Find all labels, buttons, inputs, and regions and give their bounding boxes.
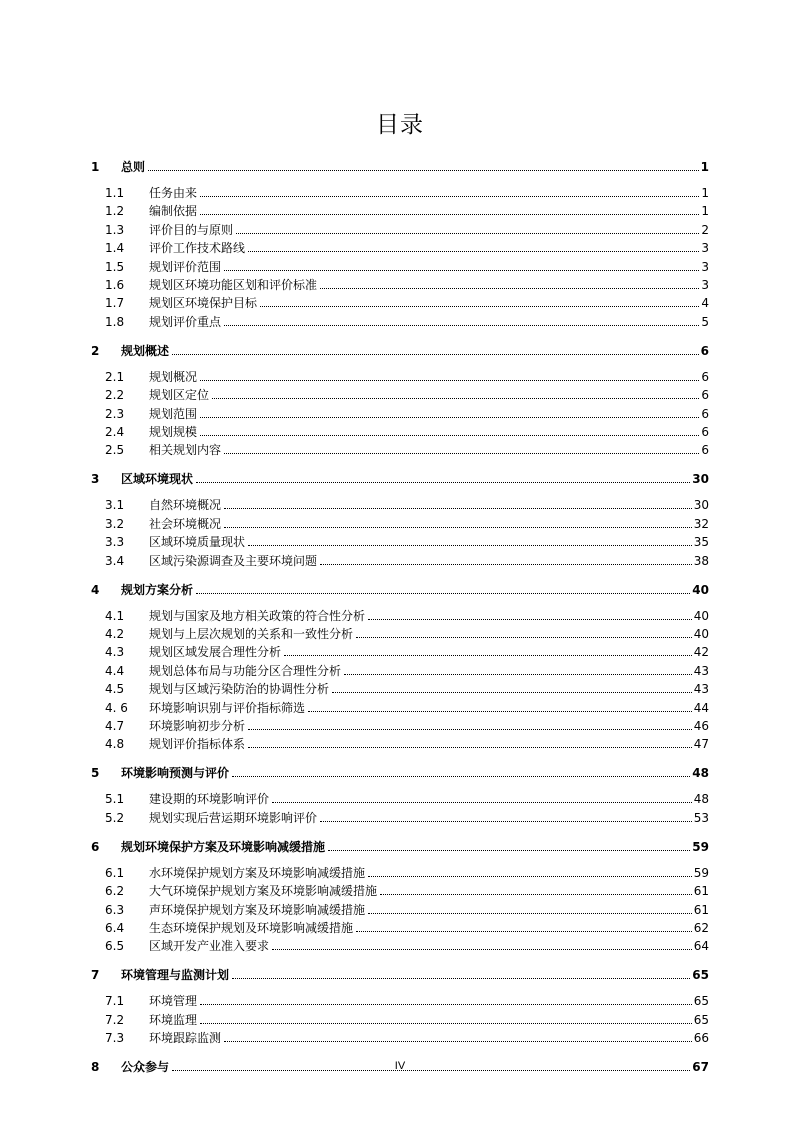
- toc-dot-leader: [356, 931, 692, 932]
- toc-section-row[interactable]: [91, 604, 709, 623]
- toc-section-row[interactable]: [91, 291, 709, 310]
- toc-dot-leader: [368, 913, 692, 914]
- toc-section-row[interactable]: [91, 732, 709, 751]
- toc-entry-number: 6.5: [105, 939, 125, 954]
- toc-dot-leader: [224, 325, 699, 326]
- toc-section-row[interactable]: [91, 787, 709, 806]
- toc-dot-leader: [248, 729, 692, 730]
- toc-entry-number: 3.1: [105, 498, 125, 513]
- toc-section-row[interactable]: [91, 181, 709, 200]
- toc-section-row[interactable]: [91, 438, 709, 457]
- toc-entry-number: 7: [91, 968, 100, 983]
- toc-entry-page: 67: [692, 1060, 709, 1075]
- toc-entry-page: 3: [701, 278, 709, 292]
- toc-entry-number: 6: [91, 839, 100, 854]
- toc-entry-page: 38: [693, 553, 709, 568]
- toc-chapter-row[interactable]: [91, 963, 709, 982]
- toc-chapter-row[interactable]: [91, 578, 709, 597]
- toc-dot-leader: [224, 508, 692, 509]
- toc-entry-number: 4. 6: [105, 700, 128, 715]
- toc-entry-label: 环境影响识别与评价指标筛选: [149, 700, 306, 715]
- toc-dot-leader: [368, 619, 692, 620]
- toc-section-row[interactable]: [91, 898, 709, 917]
- toc-entry-number: 5: [91, 766, 100, 781]
- toc-entry-number: 7.3: [105, 1031, 125, 1046]
- toc-dot-leader: [200, 1004, 692, 1005]
- toc-entry-number: 2.5: [105, 443, 125, 458]
- toc-entry-number: 1.8: [105, 314, 125, 329]
- toc-entry-label: 评价工作技术路线: [149, 241, 246, 256]
- toc-section-row[interactable]: [91, 677, 709, 696]
- toc-entry-page: 44: [693, 700, 709, 715]
- page-number-footer: IV: [394, 1060, 406, 1072]
- toc-dot-leader: [260, 306, 699, 307]
- toc-entry-page: 1: [701, 186, 709, 200]
- toc-entry-number: 6.3: [105, 902, 125, 917]
- toc-section-row[interactable]: [91, 1026, 709, 1045]
- toc-entry-number: 1.3: [105, 222, 125, 237]
- toc-dot-leader: [284, 655, 692, 656]
- toc-entry-label: 规划评价指标体系: [149, 737, 246, 752]
- toc-entry-page: 5: [701, 314, 709, 329]
- toc-section-row[interactable]: [91, 402, 709, 421]
- toc-entry-label: 公众参与: [121, 1060, 170, 1075]
- toc-section-row[interactable]: [91, 622, 709, 641]
- toc-entry-page: 1: [701, 204, 709, 219]
- toc-dot-leader: [232, 776, 690, 777]
- toc-section-row[interactable]: [91, 420, 709, 439]
- toc-dot-leader: [380, 894, 692, 895]
- toc-entry-page: 65: [693, 1012, 709, 1027]
- toc-entry-page: 2: [701, 222, 709, 237]
- toc-entry-label: 规划与国家及地方相关政策的符合性分析: [149, 608, 366, 623]
- toc-dot-leader: [320, 564, 692, 565]
- toc-entry-page: 3: [701, 241, 709, 256]
- toc-entry-label: 生态环境保护规划及环境影响减缓措施: [149, 921, 354, 935]
- toc-entry-number: 4.1: [105, 608, 125, 623]
- toc-entry-number: 1.5: [105, 259, 125, 274]
- toc-entry-page: 62: [693, 921, 709, 935]
- toc-entry-number: 5.2: [105, 810, 125, 825]
- toc-chapter-row[interactable]: [91, 155, 709, 174]
- toc-entry-page: 43: [693, 682, 709, 697]
- toc-section-row[interactable]: [91, 879, 709, 898]
- toc-entry-number: 6.4: [105, 921, 125, 935]
- toc-chapter-row[interactable]: [91, 467, 709, 486]
- toc-entry-number: 4.3: [105, 645, 125, 660]
- toc-entry-page: 4: [701, 296, 709, 311]
- toc-entry-number: 3.2: [105, 516, 125, 531]
- toc-entry-label: 规划区域发展合理性分析: [149, 645, 282, 660]
- toc-entry-number: 4.2: [105, 627, 125, 641]
- toc-entry-page: 65: [693, 994, 709, 1009]
- toc-entry-page: 6: [701, 406, 709, 421]
- toc-dot-leader: [200, 435, 699, 436]
- toc-dot-leader: [272, 802, 692, 803]
- toc-entry-page: 6: [701, 443, 709, 458]
- toc-section-row[interactable]: [91, 640, 709, 659]
- toc-entry-label: 声环境保护规划方案及环境影响减缓措施: [149, 902, 366, 917]
- toc-entry-label: 规划实现后营运期环境影响评价: [149, 810, 318, 825]
- toc-dot-leader: [356, 637, 692, 638]
- toc-entry-number: 3: [91, 472, 100, 487]
- toc-section-row[interactable]: [91, 659, 709, 678]
- toc-section-row[interactable]: [91, 383, 709, 402]
- toc-entry-number: 2.4: [105, 425, 125, 439]
- toc-entry-label: 规划方案分析: [121, 582, 194, 597]
- toc-entry-label: 规划评价范围: [149, 259, 222, 274]
- toc-dot-leader: [248, 251, 699, 252]
- toc-entry-number: 6.2: [105, 884, 125, 899]
- toc-entry-label: 建设期的环境影响评价: [149, 792, 270, 807]
- toc-entry-label: 社会环境概况: [149, 516, 222, 531]
- toc-dot-leader: [272, 949, 692, 950]
- toc-entry-label: 总则: [121, 160, 146, 174]
- toc-entry-page: 6: [701, 425, 709, 439]
- toc-dot-leader: [248, 545, 692, 546]
- toc-chapter-row[interactable]: [91, 835, 709, 854]
- toc-entry-label: 规划区环境功能区划和评价标准: [149, 278, 318, 292]
- page-title: 目录: [376, 112, 424, 138]
- toc-entry-number: 2.1: [105, 369, 125, 384]
- toc-entry-label: 环境影响预测与评价: [121, 766, 230, 781]
- toc-entry-page: 59: [693, 865, 709, 880]
- toc-section-row[interactable]: [91, 255, 709, 274]
- toc-entry-label: 评价目的与原则: [149, 222, 234, 237]
- toc-entry-label: 任务由来: [149, 186, 198, 200]
- toc-entry-page: 6: [701, 369, 709, 384]
- toc-entry-page: 48: [693, 792, 709, 807]
- toc-entry-page: 30: [692, 472, 709, 487]
- toc-entry-page: 48: [692, 766, 709, 781]
- toc-dot-leader: [236, 233, 699, 234]
- toc-section-row[interactable]: [91, 512, 709, 531]
- toc-entry-page: 32: [693, 516, 709, 531]
- toc-entry-page: 30: [693, 498, 709, 513]
- toc-entry-page: 65: [692, 968, 709, 983]
- toc-entry-label: 规划评价重点: [149, 314, 222, 329]
- toc-entry-number: 8: [91, 1060, 100, 1075]
- toc-entry-page: 42: [693, 645, 709, 660]
- toc-entry-label: 水环境保护规划方案及环境影响减缓措施: [149, 865, 366, 880]
- toc-entry-number: 1: [91, 160, 100, 174]
- toc-dot-leader: [332, 692, 692, 693]
- toc-entry-number: 1.2: [105, 204, 125, 219]
- toc-entry-page: 59: [692, 839, 709, 854]
- toc-dot-leader: [200, 196, 699, 197]
- toc-entry-page: 46: [693, 719, 709, 733]
- toc-dot-leader: [232, 978, 690, 979]
- toc-entry-page: 64: [693, 939, 709, 954]
- toc-entry-number: 4.7: [105, 719, 125, 733]
- toc-entry-page: 6: [700, 343, 709, 358]
- toc-dot-leader: [196, 482, 690, 483]
- toc-entry-number: 7.1: [105, 994, 125, 1009]
- toc-section-row[interactable]: [91, 696, 709, 715]
- toc-entry-number: 1.7: [105, 296, 125, 311]
- toc-entry-label: 环境管理: [149, 994, 198, 1009]
- toc-entry-label: 规划规模: [149, 425, 198, 439]
- toc-entry-number: 3.4: [105, 553, 125, 568]
- toc-section-row[interactable]: [91, 1008, 709, 1027]
- toc-section-row[interactable]: [91, 493, 709, 512]
- toc-section-row[interactable]: [91, 365, 709, 384]
- toc-entry-page: 1: [700, 160, 709, 174]
- toc-entry-label: 区域开发产业准入要求: [149, 939, 270, 954]
- toc-dot-leader: [212, 398, 699, 399]
- toc-entry-label: 自然环境概况: [149, 498, 222, 513]
- toc-entry-label: 规划区环境保护目标: [149, 296, 258, 311]
- toc-entry-page: 66: [693, 1031, 709, 1046]
- toc-entry-page: 40: [693, 627, 709, 641]
- toc-chapter-row[interactable]: [91, 339, 709, 358]
- toc-entry-page: 43: [693, 663, 709, 678]
- toc-dot-leader: [224, 270, 699, 271]
- toc-entry-page: 61: [693, 884, 709, 899]
- toc-entry-number: 3.3: [105, 535, 125, 550]
- toc-chapter-row[interactable]: [91, 761, 709, 780]
- toc-entry-label: 规划区定位: [149, 388, 210, 403]
- toc-section-row[interactable]: [91, 218, 709, 237]
- toc-section-row[interactable]: [91, 806, 709, 825]
- toc-dot-leader: [196, 593, 690, 594]
- toc-dot-leader: [200, 1023, 692, 1024]
- toc-dot-leader: [148, 170, 699, 171]
- toc-section-row[interactable]: [91, 934, 709, 953]
- toc-entry-number: 1.4: [105, 241, 125, 256]
- toc-dot-leader: [200, 417, 699, 418]
- toc-section-row[interactable]: [91, 861, 709, 880]
- toc-section-row[interactable]: [91, 714, 709, 733]
- toc-entry-label: 相关规划内容: [149, 443, 222, 458]
- toc-dot-leader: [368, 876, 692, 877]
- toc-section-row[interactable]: [91, 530, 709, 549]
- toc-dot-leader: [328, 850, 690, 851]
- toc-dot-leader: [308, 711, 692, 712]
- toc-entry-label: 规划概述: [121, 343, 170, 358]
- toc-entry-label: 编制依据: [149, 204, 198, 219]
- toc-dot-leader: [320, 821, 692, 822]
- toc-entry-page: 6: [701, 388, 709, 403]
- toc-entry-number: 4.4: [105, 663, 125, 678]
- toc-section-row[interactable]: [91, 916, 709, 935]
- toc-entry-label: 区域环境现状: [121, 472, 194, 487]
- toc-section-row[interactable]: [91, 236, 709, 255]
- toc-entry-number: 2: [91, 343, 100, 358]
- toc-entry-label: 区域污染源调查及主要环境问题: [149, 553, 318, 568]
- toc-entry-number: 7.2: [105, 1012, 125, 1027]
- toc-entry-number: 4: [91, 582, 100, 597]
- toc-section-row[interactable]: [91, 989, 709, 1008]
- toc-dot-leader: [172, 354, 699, 355]
- toc-section-row[interactable]: [91, 549, 709, 568]
- toc-entry-label: 环境监理: [149, 1012, 198, 1027]
- toc-dot-leader: [224, 453, 699, 454]
- toc-entry-number: 1.1: [105, 186, 125, 200]
- toc-entry-number: 1.6: [105, 278, 125, 292]
- toc-entry-label: 大气环境保护规划方案及环境影响减缓措施: [149, 884, 378, 899]
- toc-dot-leader: [248, 747, 692, 748]
- toc-entry-label: 规划环境保护方案及环境影响减缓措施: [121, 839, 326, 854]
- toc-section-row[interactable]: [91, 310, 709, 329]
- toc-entry-label: 规划总体布局与功能分区合理性分析: [149, 663, 342, 678]
- toc-entry-label: 规划概况: [149, 369, 198, 384]
- toc-entry-label: 规划范围: [149, 406, 198, 421]
- toc-dot-leader: [344, 674, 692, 675]
- toc-entry-page: 40: [693, 608, 709, 623]
- toc-entry-label: 规划与区域污染防治的协调性分析: [149, 682, 330, 697]
- toc-entry-page: 53: [693, 810, 709, 825]
- toc-entry-page: 61: [693, 902, 709, 917]
- toc-entry-label: 环境管理与监测计划: [121, 968, 230, 983]
- toc-entry-number: 4.8: [105, 737, 125, 752]
- toc-dot-leader: [224, 1041, 692, 1042]
- toc-entry-number: 4.5: [105, 682, 125, 697]
- toc-entry-page: 3: [701, 259, 709, 274]
- toc-section-row[interactable]: [91, 199, 709, 218]
- toc-entry-number: 2.2: [105, 388, 125, 403]
- toc-entry-label: 环境影响初步分析: [149, 719, 246, 733]
- toc-section-row[interactable]: [91, 273, 709, 292]
- toc-entry-page: 47: [693, 737, 709, 752]
- toc-entry-label: 区域环境质量现状: [149, 535, 246, 550]
- toc-dot-leader: [224, 527, 692, 528]
- toc-entry-label: 规划与上层次规划的关系和一致性分析: [149, 627, 354, 641]
- toc-entry-label: 环境跟踪监测: [149, 1031, 222, 1046]
- toc-entry-page: 40: [692, 582, 709, 597]
- toc-entry-number: 6.1: [105, 865, 125, 880]
- toc-entry-number: 2.3: [105, 406, 125, 421]
- toc-dot-leader: [200, 380, 699, 381]
- toc-dot-leader: [320, 288, 699, 289]
- toc-entry-page: 35: [693, 535, 709, 550]
- toc-dot-leader: [200, 214, 699, 215]
- toc-entry-number: 5.1: [105, 792, 125, 807]
